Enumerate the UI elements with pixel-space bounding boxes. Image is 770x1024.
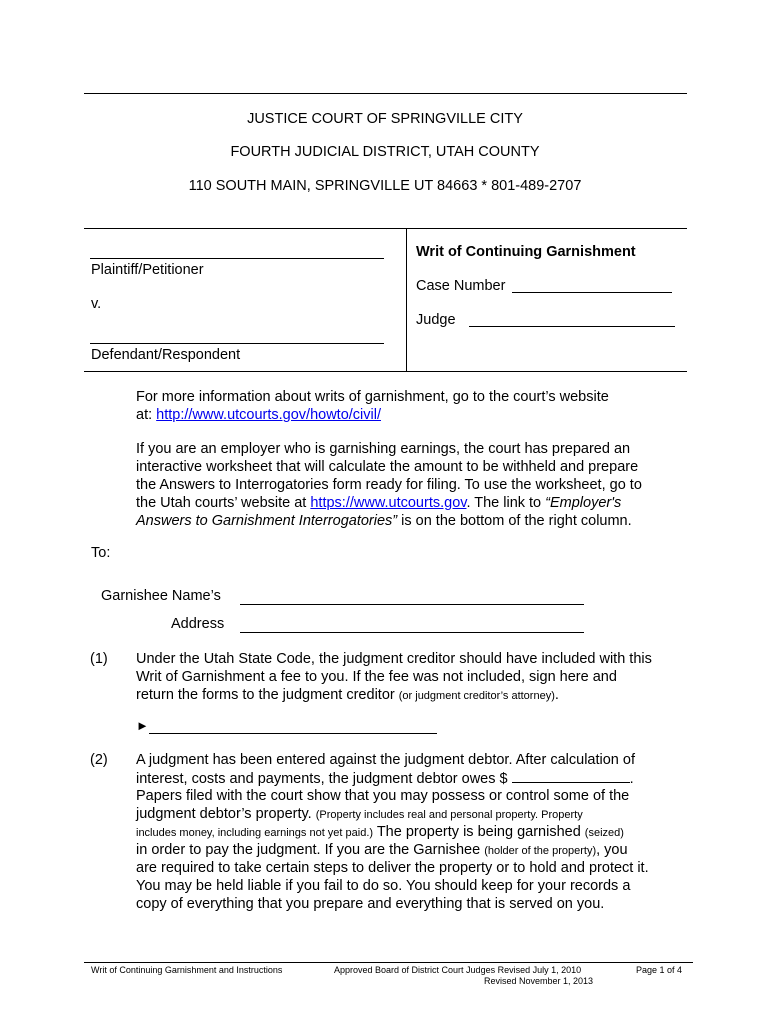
section-2-line-5-small2: (seized)	[584, 827, 624, 839]
section-2-line-6-small: (holder of the property)	[484, 845, 597, 857]
section-1-line-3-small: (or judgment creditor’s attorney)	[398, 690, 555, 702]
utcourts-link[interactable]: https://www.utcourts.gov	[310, 495, 467, 511]
employer-answers-title-b: Answers to Garnishment Interrogatories”	[136, 513, 398, 529]
employer-line-5	[136, 512, 632, 530]
section-2-line-5a: The property is being garnished	[373, 824, 585, 840]
caption-top-rule	[84, 228, 687, 229]
section-2-line-6	[136, 841, 628, 860]
section-1-line-3	[136, 686, 559, 705]
footer-rule	[84, 962, 693, 963]
versus-label: v.	[91, 296, 102, 312]
judge-field[interactable]	[469, 326, 675, 327]
employer-line-4a: the Utah courts’ website at	[136, 495, 311, 511]
case-number-field[interactable]	[512, 292, 672, 293]
judge-label: Judge	[416, 312, 456, 328]
info-line-2	[136, 406, 381, 424]
employer-line-1: If you are an employer who is garnishing earnings, the court has prepared an	[136, 441, 631, 457]
info-line-1: For more information about writs of garnishment, go to the court’s website	[136, 389, 609, 405]
section-2-line-6b: , you	[596, 842, 628, 858]
garnishee-name-label: Garnishee Name’s	[101, 588, 221, 604]
section-2-number: (2)	[90, 752, 108, 768]
info-at-text: at:	[136, 407, 157, 423]
garnishee-address-field[interactable]	[240, 632, 584, 633]
section-2-line-5-small: includes money, including earnings not yet paid.)	[136, 827, 374, 839]
top-rule	[84, 93, 687, 94]
to-label: To:	[91, 545, 111, 561]
footer-page-number: Page 1 of 4	[636, 965, 683, 975]
amount-owed-field[interactable]	[512, 769, 630, 783]
section-2-line-4	[136, 805, 583, 824]
employer-line-3: the Answers to Interrogatories form ready for filing. To use the worksheet, go to	[136, 477, 642, 493]
defendant-signature-line[interactable]	[90, 343, 384, 344]
footer-revised: Revised November 1, 2013	[484, 976, 594, 986]
garnishee-name-field[interactable]	[240, 604, 584, 605]
section-1-line-3a: return the forms to the judgment creditor	[136, 687, 399, 703]
section-2-line-1: A judgment has been entered against the judgment debtor. After calculation of	[136, 752, 635, 768]
employer-line-4b: . The link to	[466, 495, 546, 511]
employer-line-5b: is on the bottom of the right column.	[397, 513, 632, 529]
plaintiff-label: Plaintiff/Petitioner	[91, 262, 204, 278]
employer-line-4	[136, 494, 621, 512]
howto-civil-link[interactable]: http://www.utcourts.gov/howto/civil/	[156, 407, 381, 423]
court-address: 110 SOUTH MAIN, SPRINGVILLE UT 84663 * 801-489-2707	[188, 178, 582, 194]
employer-line-2: interactive worksheet that will calculate the amount to be withheld and prepare	[136, 459, 639, 475]
section-2-line-9: copy of everything that you prepare and everything that is served on you.	[136, 896, 605, 912]
fee-signature-line[interactable]	[149, 733, 437, 734]
section-1-number: (1)	[90, 651, 108, 667]
section-1-line-3b: .	[554, 687, 559, 703]
section-2-line-5	[136, 823, 624, 842]
section-2-line-2b: .	[629, 771, 634, 787]
defendant-label: Defendant/Respondent	[91, 347, 241, 363]
plaintiff-signature-line[interactable]	[90, 258, 384, 259]
case-number-label: Case Number	[416, 278, 506, 294]
section-2-line-2a: interest, costs and payments, the judgment debtor owes $	[136, 771, 512, 787]
garnishee-address-label: Address	[171, 616, 225, 632]
court-name: JUSTICE COURT OF SPRINGVILLE CITY	[247, 111, 523, 127]
section-2-line-2	[136, 769, 634, 788]
employer-answers-title-a: “Employer's	[545, 495, 622, 511]
section-2-line-8: You may be held liable if you fail to do so. You should keep for your records a	[136, 878, 631, 894]
caption-bottom-rule	[84, 371, 687, 372]
section-2-line-6a: in order to pay the judgment. If you are the Garnishee	[136, 842, 485, 858]
caption-divider	[406, 228, 407, 372]
signature-arrow: ►	[136, 718, 149, 733]
section-1-line-2: Writ of Garnishment a fee to you. If the fee was not included, sign here and	[136, 669, 617, 685]
district-name: FOURTH JUDICIAL DISTRICT, UTAH COUNTY	[230, 144, 540, 160]
section-2-line-4a: judgment debtor’s property.	[136, 806, 316, 822]
section-2-line-3: Papers filed with the court show that you may possess or control some of the	[136, 788, 630, 804]
form-title: Writ of Continuing Garnishment	[416, 244, 636, 260]
section-2-line-7: are required to take certain steps to deliver the property or to hold and protect it.	[136, 860, 649, 876]
footer-form-name: Writ of Continuing Garnishment and Instructions	[91, 965, 283, 975]
section-1-line-1: Under the Utah State Code, the judgment creditor should have included with this	[136, 651, 652, 667]
section-2-line-4-small: (Property includes real and personal property. Property	[315, 809, 583, 821]
footer-approved: Approved Board of District Court Judges Revised July 1, 2010	[334, 965, 582, 975]
